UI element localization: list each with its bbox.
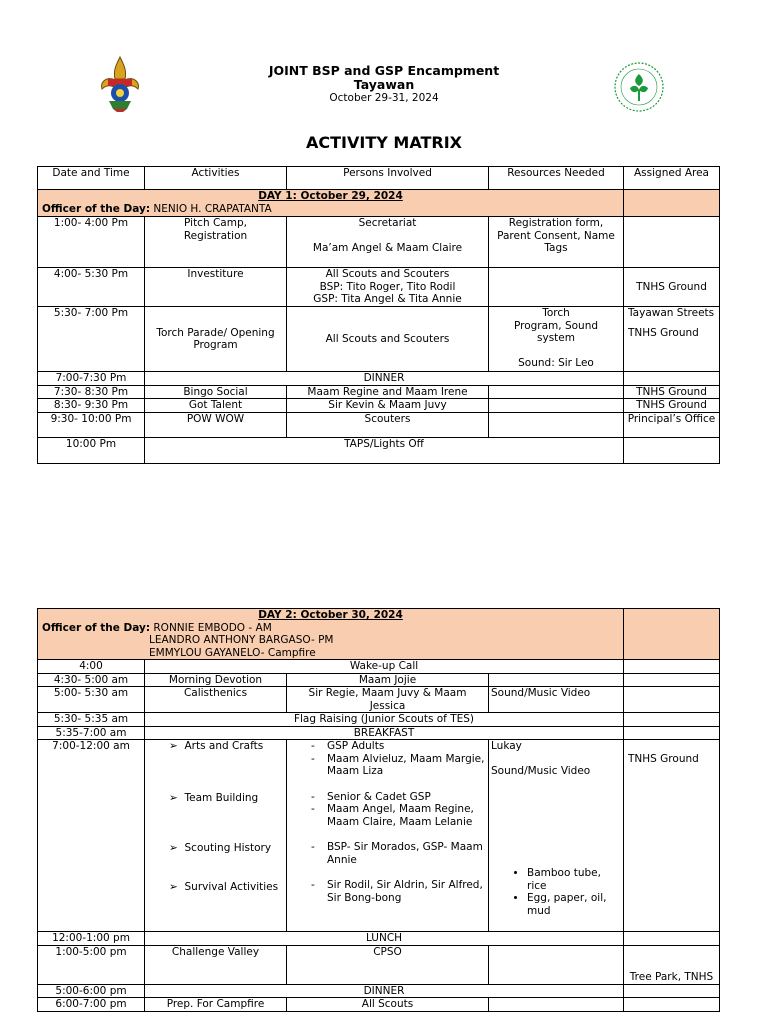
table-row: 9:30- 10:00 Pm POW WOW Scouters Principal’s Office [38, 412, 720, 437]
table-row: 4:30- 5:00 am Morning Devotion Maam Jojie [38, 673, 720, 687]
day2-officer-of-the-day: Officer of the Day: RONNIE EMBODO - AM LEANDRO ANTHONY BARGASO- PM EMMYLOU GAYANELO- Campfire [42, 621, 334, 659]
arrow-bullet-icon: ➢ [169, 880, 178, 893]
day2-activity-table [37, 608, 720, 1012]
encampment-location: Tayawan [353, 77, 415, 92]
table-row: 5:00-6:00 pm DINNER [38, 984, 720, 998]
column-header: Activities [145, 167, 287, 190]
column-header: Resources Needed [489, 167, 624, 190]
day1-activity-table [37, 166, 720, 464]
table-row: 5:00- 5:30 am Calisthenics Sir Regie, Maam Juvy & Maam Jessica Sound/Music Video [38, 687, 720, 713]
matrix-title: ACTIVITY MATRIX [306, 133, 462, 152]
table-row: 5:30- 7:00 Pm Torch Parade/ Opening Program All Scouts and Scouters Torch Program, Sound system Sound: Sir Leo Tayawan Streets TNHS Ground [38, 307, 720, 372]
table-row: 10:00 Pm TAPS/Lights Off [38, 437, 720, 463]
table-row: 7:00-12:00 am ➢ Arts and Crafts ➢ Team Building ➢ Scouting History ➢ Survival Activities - GSP Adults - Maam Alvieluz, Maam Margie, Maam Liza - Senior & Cadet GSP - Maam Angel, Maam Regine, Maam Claire, Maam Lelanie - BSP- Sir Morados, GSP- Maam Annie - Sir Rodil, Sir Aldrin, Sir Alfred, Sir Bong-bong Lukay Sound/Music Video • Bamboo tube, rice • Egg, paper, oil, mud TNHS Ground [38, 740, 720, 932]
arrow-bullet-icon: ➢ [169, 740, 178, 752]
day2-header-row [38, 609, 720, 660]
day1-title: DAY 1: October 29, 2024 [258, 190, 403, 202]
column-header: Persons Involved [287, 167, 489, 190]
table-row: 4:00 Wake-up Call [38, 660, 720, 674]
day2-title: DAY 2: October 30, 2024 [258, 609, 403, 621]
column-header: Date and Time [38, 167, 145, 190]
table-row: 4:00- 5:30 Pm Investiture All Scouts and Scouters BSP: Tito Roger, Tito Rodil GSP: Tita Angel & Tita Annie TNHS Ground [38, 268, 720, 307]
day1-header-row [38, 190, 720, 217]
table-row: 7:00-7:30 Pm DINNER [38, 372, 720, 386]
day1-officer-of-the-day: Officer of the Day: NENIO H. CRAPATANTA [42, 202, 272, 215]
table-row: 6:00-7:00 pm Prep. For Campfire All Scouts [38, 998, 720, 1012]
encampment-title: JOINT BSP and GSP Encampment [268, 63, 500, 78]
table-row: 7:30- 8:30 Pm Bingo Social Maam Regine and Maam Irene TNHS Ground [38, 385, 720, 399]
arrow-bullet-icon: ➢ [169, 842, 178, 854]
arrow-bullet-icon: ➢ [169, 791, 178, 804]
table-row: 12:00-1:00 pm LUNCH [38, 932, 720, 946]
table-row: 1:00- 4:00 Pm Pitch Camp, Registration Secretariat Ma’am Angel & Maam Claire Registration form, Parent Consent, Name Tags [38, 217, 720, 268]
encampment-dates: October 29-31, 2024 [329, 92, 439, 104]
table-row: 8:30- 9:30 Pm Got Talent Sir Kevin & Maam Juvy TNHS Ground [38, 399, 720, 413]
table-row: 1:00-5:00 pm Challenge Valley CPSO Tree Park, TNHS [38, 945, 720, 984]
gsp-logo-icon [612, 60, 666, 114]
table-header-row [38, 167, 720, 190]
column-header: Assigned Area [624, 167, 720, 190]
table-row: 5:35-7:00 am BREAKFAST [38, 726, 720, 740]
table-row: 5:30- 5:35 am Flag Raising (Junior Scouts of TES) [38, 713, 720, 727]
